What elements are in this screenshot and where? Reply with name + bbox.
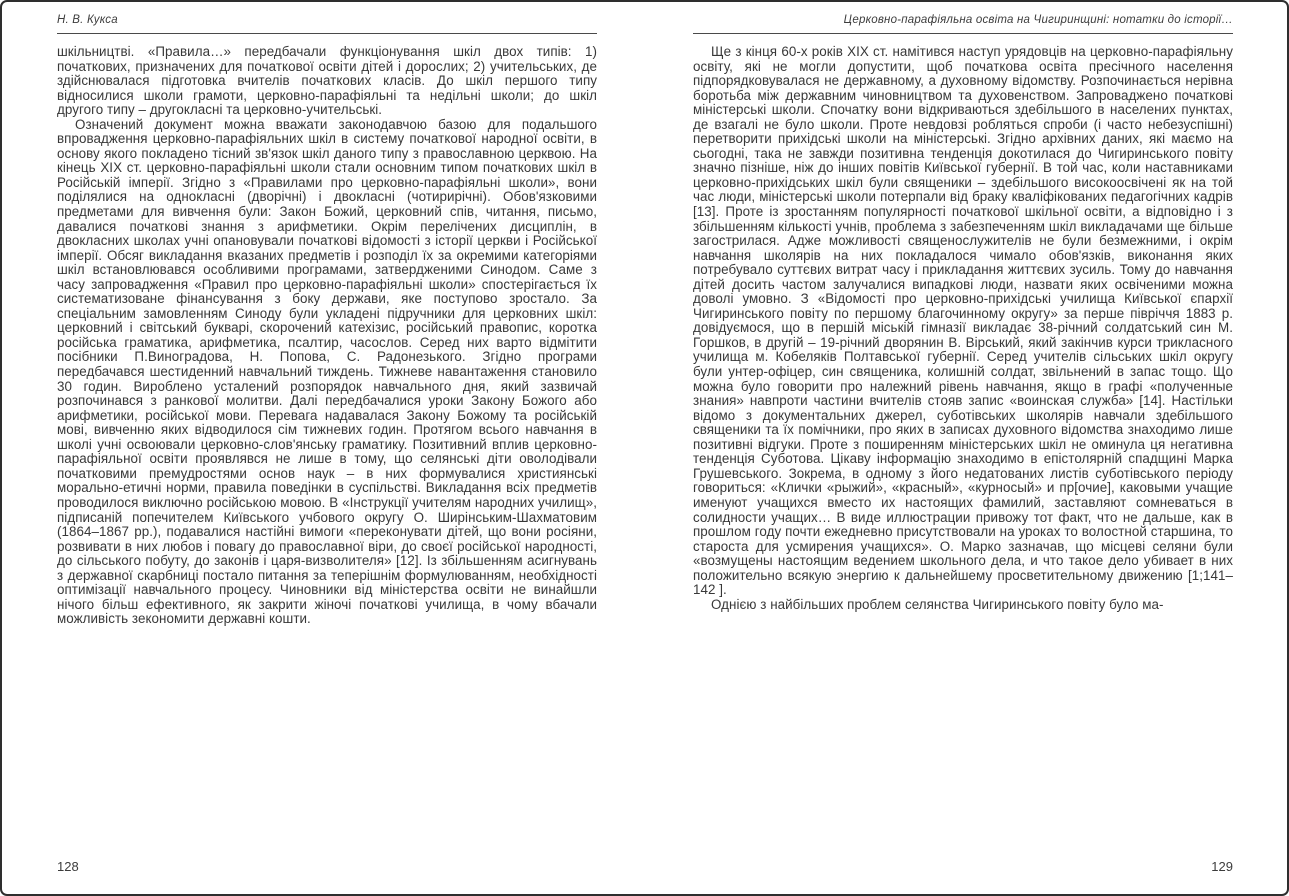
- page-left-body: [57, 45, 597, 851]
- paragraph: Ще з кінця 60-х років XIX ст. намітився наступ урядовців на церковно-парафіяльну освіту, які не могли допустити, щоб початкова освіта пресічного населення підпорядковувалася не державному, а духовному відомству. Розпочинається нерівна боротьба між державним чиновництвом та духовенством. Запроваджено початкові міністерські школи. Спочатку вони відкриваються здебільшого в населених пунктах, де взагалі не було школи. Проте невдовзі робляться спроби (і часто небезуспішні) перетворити прихідські школи на міністерські. Згідно архівних даних, які маємо на сьогодні, така не завжди позитивна тенденція докотилася до Чигиринського повіту значно пізніше, ніж до інших повітів Київської губернії. В той час, коли наставниками церковно-прихідських шкіл були священики – здебільшого високоосвічені як на той час люди, міністерські школи потерпали від браку кваліфікованих педагогічних кадрів [13]. Проте із зростанням популярності початкової шкільної освіти, а відповідно і з збільшенням кількості учнів, проблема з забезпеченням шкіл викладачами ще більше загострилася. Адже можливості священослужителів не були безмежними, і окрім навчання школярів на них покладалося чимало обов'язків, виконання яких потребувало суттєвих витрат часу і прикладання життєвих зусиль. Тому до навчання дітей досить частом залучалися випадкові люди, назвати яких освіченими можна доволі умовно. З «Відомості про церковно-прихідські училища Київської єпархії Чигиринського повіту по першому благочинному округу» за перше півріччя 1883 р. довідуємося, що в першій міській гімназії викладає 38-річний солдатський син М. Горшков, в другій – 19-річний дворянин В. Вірський, який закінчив курси трикласного училища м. Кобеляків Полтавської губернії. Серед учителів сільських шкіл округу були унтер-офіцер, син священика, колишній солдат, звільнений в запас тощо. Що можна було говорити про належний рівень навчання, якщо в графі «полученные знания» навпроти частини вчителів стояв запис «воинская служба» [14]. Настільки відомо з документальних джерел, суботівських школярів навчали здебільшого священики та їх помічники, про яких в записах духовного відомства знаходимо лише позитивні відгуки. Проте з поширенням міністерських шкіл не оминула ця негативна тенденція Суботова. Цікаву інформацію знаходимо в епістолярній спадщині Марка Грушевського. Зокрема, в одному з його недатованих листів суботівського періоду говориться: «Клички «рыжий», «красный», «курносый» и пр[очие], каковыми учащие именуют учащихся вместо их настоящих фамилий, заставляют сомневаться в солидности учащих… В виде иллюстрации привожу тот факт, что не дальше, как в прошлом году почти ежедневно присутствовали на уроках то волостной старшина, то староста для усмирения учащихся». О. Марко зазначав, що місцеві селяни були «возмущены настоящим ведением школьного дела, и что такое дело убивает в них положительно всякую энергию к дальнейшему просветительному движению [1;141–142 ].: [693, 45, 1233, 598]
- page-left: [57, 14, 597, 894]
- page-right: [693, 14, 1233, 894]
- running-header-author: Н. В. Кукса: [57, 14, 597, 34]
- page-number-right: 129: [1211, 859, 1233, 874]
- paragraph: шкільництві. «Правила…» передбачали функціонування шкіл двох типів: 1) початкових, призначених для початкової освіти дітей і дорослих; 2) учительських, де здійснювалася підготовка вчителів початкових класів. До шкіл першого типу відносилися школи грамоти, церковно-парафіяльні та недільні школи; до шкіл другого типу – другокласні та церковно-учительські.: [57, 45, 597, 118]
- running-header-title: Церковно-парафіяльна освіта на Чигиринщині: нотатки до історії…: [693, 14, 1233, 34]
- paragraph: Означений документ можна вважати законодавчою базою для подальшого впровадження церковно-парафіяльних шкіл в систему початкової народної освіти, в основу якого покладено тісний зв'язок шкіл даного типу з православною церквою. На кінець XIX ст. церковно-парафіяльні школи стали основним типом початкових шкіл в Російській імперії. Згідно з «Правилами про церковно-парафіяльні школи», вони поділялися на однокласні (дворічні) і двокласні (чотирирічні). Обов'язковими предметами для вивчення були: Закон Божий, церковний спів, читання, письмо, давалися початкові знання з арифметики. Окрім перелічених дисциплін, в двокласних школах учні опановували початкові відомості з історії церкви і Російської імперії. Обсяг викладання вказаних предметів і розподіл їх за окремими категоріями шкіл встановлювався особливими програмами, затвердженими Синодом. Саме з часу запровадження «Правил про церковно-парафіяльні школи» спостерігається їх систематизоване фінансування з боку держави, яке поступово зростало. За спеціальним замовленням Синоду були укладені підручники для церковних шкіл: церковний і світський букварі, скорочений катехізис, російський правопис, коротка російська граматика, арифметика, псалтир, часослов. Серед них варто відмітити посібники П.Виноградова, Н. Попова, С. Радонезького. Згідно програми передбачався шестиденний навчальний тиждень. Тижневе навантаження становило 30 годин. Вироблено усталений розпорядок навчального дня, який зазвичай розпочинався з ранкової молитви. Далі передбачалися уроки Закону Божого або арифметики, російської мови. Перевага надавалася Закону Божому та російській мові, вивченню яких відводилося сім тижневих годин. Протягом всього навчання в школі учні освоювали церковно-слов'янську граматику. Позитивний вплив церковно-парафіяльної освіти проявлявся не лише в тому, що селянські діти оволодівали початковими премудростями основ наук – в них формувалися християнські морально-етичні норми, правила поведінки в суспільстві. Викладання всіх предметів проводилося виключно російською мовою. В «Інструкції учителям народних училищ», підписаній попечителем Київського учбового округу О. Ширінським-Шахматовим (1864–1867 рр.), подавалися настійні вимоги «переконувати дітей, що вони росіяни, розвивати в них любов і повагу до православної віри, до своєї російської народності, до сільського побуту, до законів і царя-визволителя» [12]. Із збільшенням асигнувань з державної скарбниці постало питання за теперішнім формулюванням, необхідності оптимізації навчального процесу. Чиновники від міністерства освіти не винайшли нічого більш ефективного, як закрити жіночі початкові училища, в чому вбачали можливість зекономити державні кошти.: [57, 116, 597, 627]
- page-number-left: 128: [57, 859, 79, 874]
- page-right-body: [693, 45, 1233, 851]
- paragraph: Однією з найбільших проблем селянства Чигиринського повіту було ма-: [711, 596, 1164, 612]
- two-page-spread: [57, 14, 1233, 894]
